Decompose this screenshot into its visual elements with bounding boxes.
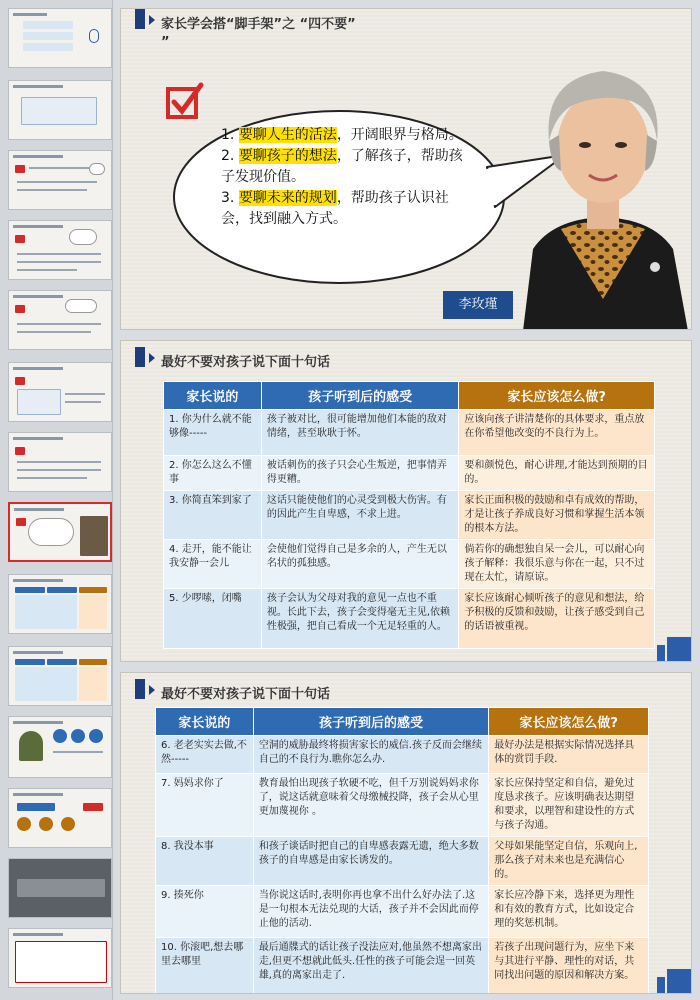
table-row [164, 491, 655, 540]
slide-thumbnail[interactable] [8, 432, 112, 492]
column-header: 孩子听到后的感受 [261, 382, 459, 410]
slide-ten-phrases-part1[interactable] [120, 340, 692, 662]
parent-advice: 倘若你的确想独自呆一会儿，可以耐心向孩子解释：我很乐意与你在一起，只不过现在太忙，请原谅。 [459, 540, 655, 589]
bubble-point-1: 1. 要聊人生的活法，开阔眼界与格局。 [221, 127, 463, 143]
slide-thumbnail[interactable] [8, 150, 112, 210]
child-feeling: 最后通牒式的话让孩子没法应对,他虽然不想离家出走,但更不想就此低头.任性的孩子可能会逞一回英雄,真的离家出走了. [253, 938, 488, 995]
table-row [156, 938, 649, 995]
parent-phrase: 1. 你为什么就不能够像----- [164, 410, 262, 456]
slide-thumbnail[interactable] [8, 220, 112, 280]
slide-title-continued: ” [161, 35, 170, 50]
parent-advice: 家长正面积极的鼓励和卓有成效的帮助，才是让孩子养成良好习惯和掌握生活本领的根本方法。 [459, 491, 655, 540]
column-header: 家长说的 [164, 382, 262, 410]
parent-advice: 家长应该耐心倾听孩子的意见和想法，给予积极的反馈和鼓励，让孩子感受到自己的话语被重视。 [459, 589, 655, 649]
bubble-text [221, 125, 469, 230]
table-row [164, 540, 655, 589]
corner-decoration [651, 633, 691, 661]
advice-table [163, 381, 655, 649]
child-feeling: 教育最怕出现孩子软硬不吃，但千万别说妈妈求你了，说这话就意味着父母缴械投降，孩子会从心里更加蔑视你 。 [253, 774, 488, 837]
child-feeling: 这话只能使他们的心灵受到极大伤害。有的因此产生自卑感，不求上进。 [261, 491, 459, 540]
child-feeling: 孩子会认为父母对我的意见一点也不重视。长此下去，孩子会变得毫无主见,依赖性极强，把自己看成一个无足轻重的人。 [261, 589, 459, 649]
parent-phrase: 7. 妈妈求你了 [156, 774, 254, 837]
bubble-point-2: 2. 要聊孩子的想法，了解孩子，帮助孩子发现价值。 [221, 148, 463, 185]
child-feeling: 当你说这话时,表明你再也拿不出什么好办法了.这是一句根本无法兑现的大话，孩子并不会因此而停止他的活动. [253, 886, 488, 938]
parent-phrase: 9. 揍死你 [156, 886, 254, 938]
parent-phrase: 5. 少啰嗦，闭嘴 [164, 589, 262, 649]
table-row [156, 837, 649, 886]
column-header: 家长应该怎么做? [489, 708, 649, 736]
slide-thumbnail-panel [0, 0, 113, 1000]
bubble-point-3: 3. 要聊未来的规划，帮助孩子认识社会，找到融入方式。 [221, 190, 449, 227]
slide-thumbnail[interactable] [8, 928, 112, 988]
parent-phrase: 10. 你滚吧,想去哪里去哪里 [156, 938, 254, 995]
portrait-photo [513, 49, 692, 330]
parent-phrase: 3. 你简直笨到家了 [164, 491, 262, 540]
slide-thumbnail[interactable] [8, 788, 112, 848]
advice-table [155, 707, 649, 994]
parent-phrase: 2. 你怎么这么不懂事 [164, 456, 262, 491]
child-feeling: 孩子被对比，很可能增加他们本能的敌对情绪，甚至耿耿于怀。 [261, 410, 459, 456]
table-row [156, 886, 649, 938]
slide-thumbnail[interactable] [8, 80, 112, 140]
slide-title: 家长学会搭“脚手架”之 “四不要” [161, 17, 356, 32]
child-feeling: 被话刺伤的孩子只会心生叛逆，把事情弄得更糟。 [261, 456, 459, 491]
parent-advice: 最好办法是根据实际情况选择具体的赏罚手段. [489, 736, 649, 774]
slide-thumbnail[interactable] [8, 646, 112, 706]
column-header: 孩子听到后的感受 [253, 708, 488, 736]
parent-advice: 父母如果能坚定自信，乐观向上,那么孩子对未来也是充满信心的。 [489, 837, 649, 886]
slide-thumbnail[interactable] [8, 8, 112, 68]
slide-thumbnail-selected[interactable] [8, 502, 112, 562]
parent-phrase: 4. 走开，能不能让我安静一会儿 [164, 540, 262, 589]
slide-title: 最好不要对孩子说下面十句话 [161, 355, 331, 370]
parent-advice: 应该向孩子讲清楚你的具体要求，重点放在你希望他改变的不良行为上。 [459, 410, 655, 456]
table-row [164, 456, 655, 491]
corner-decoration [651, 965, 691, 993]
slide-thumbnail[interactable] [8, 716, 112, 778]
slide-thumbnail[interactable] [8, 362, 112, 422]
slide-thumbnail[interactable] [8, 574, 112, 634]
parent-advice: 家长应保持坚定和自信，避免过度恳求孩子。应该明确表达期望和要求，以理智和建设性的方式与孩子沟通。 [489, 774, 649, 837]
column-header: 家长说的 [156, 708, 254, 736]
child-feeling: 空洞的威胁最终将损害家长的威信.孩子反而会继续自己的不良行为.瞧你怎么办. [253, 736, 488, 774]
name-tag: 李玫瑾 [443, 291, 513, 319]
child-feeling: 会使他们觉得自己是多余的人，产生无以名状的孤独感。 [261, 540, 459, 589]
slide-title: 最好不要对孩子说下面十句话 [161, 687, 331, 702]
slide-four-dont[interactable] [120, 8, 692, 330]
slide-thumbnail[interactable] [8, 858, 112, 918]
parent-advice: 家长应冷静下来，选择更为理性和有效的教育方式，比如设定合理的奖惩机制。 [489, 886, 649, 938]
parent-advice: 要和颜悦色，耐心讲理,才能达到预期的目的。 [459, 456, 655, 491]
slide-ten-phrases-part2[interactable] [120, 672, 692, 994]
parent-advice: 若孩子出现问题行为，应坐下来与其进行平静、理性的对话，共同找出问题的原因和解决方案。 [489, 938, 649, 995]
table-row [164, 589, 655, 649]
parent-phrase: 8. 我没本事 [156, 837, 254, 886]
table-row [164, 410, 655, 456]
table-row [156, 736, 649, 774]
table-row [156, 774, 649, 837]
slide-thumbnail[interactable] [8, 290, 112, 350]
column-header: 家长应该怎么做? [459, 382, 655, 410]
parent-phrase: 6. 老老实实去做,不然----- [156, 736, 254, 774]
child-feeling: 和孩子谈话时把自己的自卑感表露无遗，绝大多数孩子的自卑感是由家长诱发的。 [253, 837, 488, 886]
